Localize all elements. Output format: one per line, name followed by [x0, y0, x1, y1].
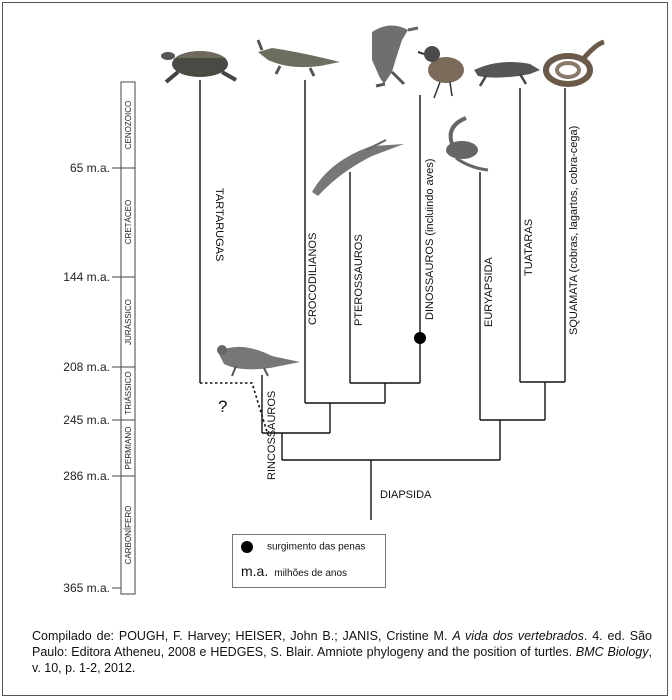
plesiosaur-icon: [446, 118, 488, 170]
clade-labels: [213, 126, 580, 501]
time-mark-365: 365 m.a.: [63, 581, 110, 595]
era-carbonifero: CARBONÍFERO: [124, 505, 133, 565]
label-diapsida: DIAPSIDA: [380, 489, 432, 501]
caption-part1: Compilado de: POUGH, F. Harvey; HEISER, John B.; JANIS, Cristine M.: [32, 629, 453, 643]
time-mark-208: 208 m.a.: [63, 360, 110, 374]
time-mark-286: 286 m.a.: [63, 469, 110, 483]
era-permiano: PERMIANO: [124, 426, 133, 470]
legend: [232, 534, 386, 588]
caption-part2: . 4. ed. São Paulo: Editora Atheneu, 2008 e HEDGES, S. Blair. Amniote phylogeny and the position of turtles.: [32, 629, 653, 659]
label-euryapsida: EURYAPSIDA: [483, 257, 495, 327]
caption-part3: , v. 10, p. 1-2, 2012.: [32, 645, 652, 675]
feathers-origin-marker: [414, 332, 426, 344]
turtle-icon: [161, 51, 236, 82]
snake-icon: [546, 42, 604, 84]
tuatara-icon: [474, 62, 540, 86]
label-tartarugas: TARTARUGAS: [213, 188, 225, 262]
pterosaur-icon: [312, 140, 404, 196]
legend-abbr: m.a.: [241, 563, 269, 579]
legend-feathers-text: surgimento das penas: [267, 541, 366, 553]
label-dinossauros: DINOSSAUROS (incluindo aves): [424, 158, 436, 320]
feathers-dot-icon: [241, 541, 253, 553]
source-caption: [32, 628, 652, 676]
label-tuataras: TUATARAS: [523, 218, 535, 276]
caption-journal: BMC Biology: [575, 645, 649, 659]
label-squamata: SQUAMATA (cobras, lagartos, cobra-cega): [568, 125, 580, 335]
label-crocodilianos: CROCODILIANOS: [307, 232, 319, 325]
uncertain-turtle-link: [200, 383, 268, 435]
time-mark-144: 144 m.a.: [63, 270, 110, 284]
label-pterossauros: PTEROSSAUROS: [353, 234, 365, 326]
uncertain-question-mark: ?: [218, 397, 228, 416]
legend-row-abbr: [241, 563, 347, 579]
era-cretaceo: CRETÁCEO: [124, 199, 133, 245]
label-rincossauros: RINCOSSAUROS: [266, 390, 278, 480]
time-mark-65: 65 m.a.: [69, 161, 110, 175]
crocodile-icon: [258, 40, 340, 76]
caption-book: A vida dos vertebrados: [452, 629, 584, 643]
rhynchosaur-icon: [217, 345, 300, 376]
legend-row-feathers: [241, 541, 365, 553]
bird-icon: [418, 46, 464, 98]
era-jurassico: JURÁSSICO: [124, 299, 133, 345]
era-cenozoico: CENOZOICO: [124, 100, 133, 150]
time-scale: [63, 82, 135, 595]
time-mark-245: 245 m.a.: [63, 413, 110, 427]
era-triassico: TRIÁSSICO: [124, 371, 133, 415]
legend-abbr-meaning: milhões de anos: [274, 568, 348, 579]
dinosaur-icon: [372, 25, 418, 86]
